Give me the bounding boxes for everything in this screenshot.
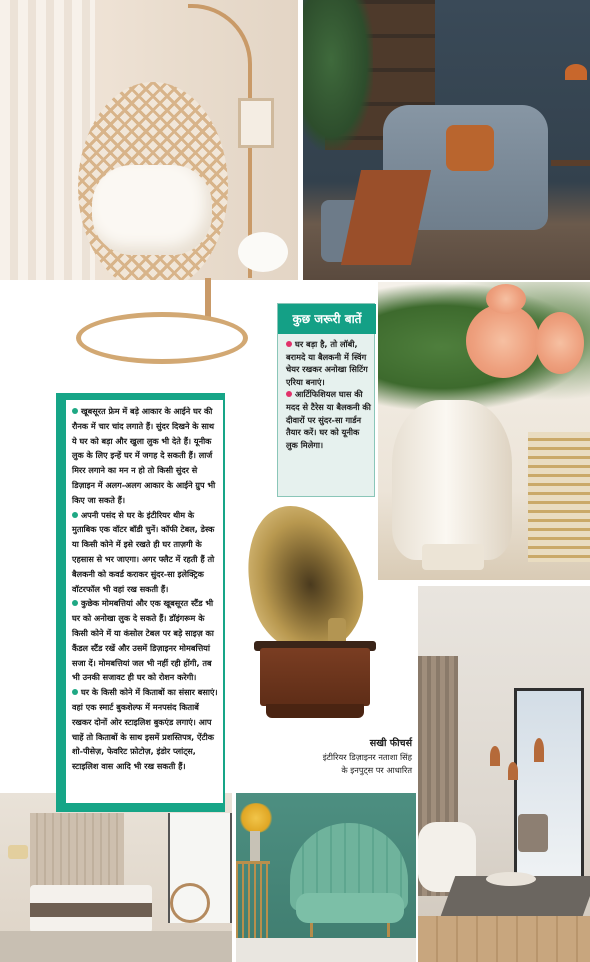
tip-item [286,338,372,388]
bullet-icon [72,408,78,414]
bullet-icon [72,689,78,695]
grey-armchair-photo [303,0,590,280]
credit-name: सखी फीचर्स [369,738,412,749]
bullet-icon [286,391,292,397]
paragraph-text: खूबसूरत फ्रेम में बड़े आकार के आईने घर की रौनक में चार चांद लगाते हैं। सुंदर दिखने के साथ ये घर को बड़ा और खुला लुक भी देते हैं। यूनीक लुक के लिए इन्हें घर में जगह दे सकती हैं। लार्ज मिरर लगाने का मन न हो तो किसी सुंदर से डिज़ाइन में अलग-अलग आकार के आईने ग्रुप भी किए जा सकते हैं। [72,406,216,505]
tips-title: कुछ जरूरी बातें [278,304,376,334]
paragraph-text: घर के किसी कोने में किताबों का संसार बसाएं। वहां एक स्मार्ट बुकशेल्फ में मनपसंद किताबें रखकर दोनों ओर स्टाइलिश बुकएंड लगाएं। आप चाहें तो किताबों के साथ इसमें प्रशस्तिपत्र, ऐंटीक शो-पीसेज़, फेवरिट फ़ोटोज़, इंडोर प्लांट्स, स्टाइलिश वास आदि भी रख सकती हैं। [72,687,218,772]
bullet-icon [72,600,78,606]
tips-list [286,338,372,451]
bullet-icon [286,341,292,347]
tips-box [277,303,375,497]
article-paragraph [72,685,218,774]
credit-line: इंटीरियर डिज़ाइनर नताशा सिंह [322,752,412,762]
chair-stand-base [76,312,248,364]
living-room-photo [418,586,590,962]
byline [292,737,412,777]
article-paragraph [72,508,218,597]
paragraph-text: कुछेक मोमबत्तियां और एक खूबसूरत स्टैंड भी घर को अनोखा लुक दे सकते हैं। डॉइंगरूम के किसी कोने में या कंसोल टेबल पर बड़े साइज़ का कैंडल स्टैंड रखें और उसमें डिज़ाइनर मोमबत्तियां सजा दें। मोमबत्तियां जल भी नहीं रही होंगी, तब भी उनकी सजावट ही घर को रोशन करेगी। [72,598,214,683]
tip-item [286,388,372,451]
green-armchair-photo [236,793,416,962]
bullet-icon [72,512,78,518]
tip-text: घर बड़ा है, तो लॉबी, बरामदे या बैलकनी में स्विंग चेयर रखकर अनोखा सिटिंग एरिया बनाएं। [286,339,368,387]
credit-line: के इनपुट्स पर आधारित [341,765,412,775]
bedroom-photo [0,793,232,962]
hanging-chair-photo [0,0,298,280]
article-paragraph [72,404,218,508]
paragraph-text: अपनी पसंद से घर के इंटीरियर थीम के मुताबिक एक वॉटर बॉडी चुनें। कॉफी टेबल, डेस्क या किसी कोने में इसे रखते ही घर ताज़गी के एहसास से भर जाएगा। अगर फ्लैट में रहती हैं तो बैलकनी को कवर्ड कराकर सुंदर-सा इलेक्ट्रिक वॉटरफॉल भी वहां रख सकती हैं। [72,509,215,594]
chair-stand-pole [205,278,211,318]
tip-text: आर्टिफिशियल घास की मदद से टैरेस या बैलकनी की दीवारों पर सुंदर-सा गार्डन तैयार करें। घर को यूनीक लुक मिलेगा। [286,389,371,450]
article-body [66,400,223,803]
peony-vase-photo [378,282,590,580]
gramophone-photo [242,500,392,725]
article-paragraph [72,596,218,685]
